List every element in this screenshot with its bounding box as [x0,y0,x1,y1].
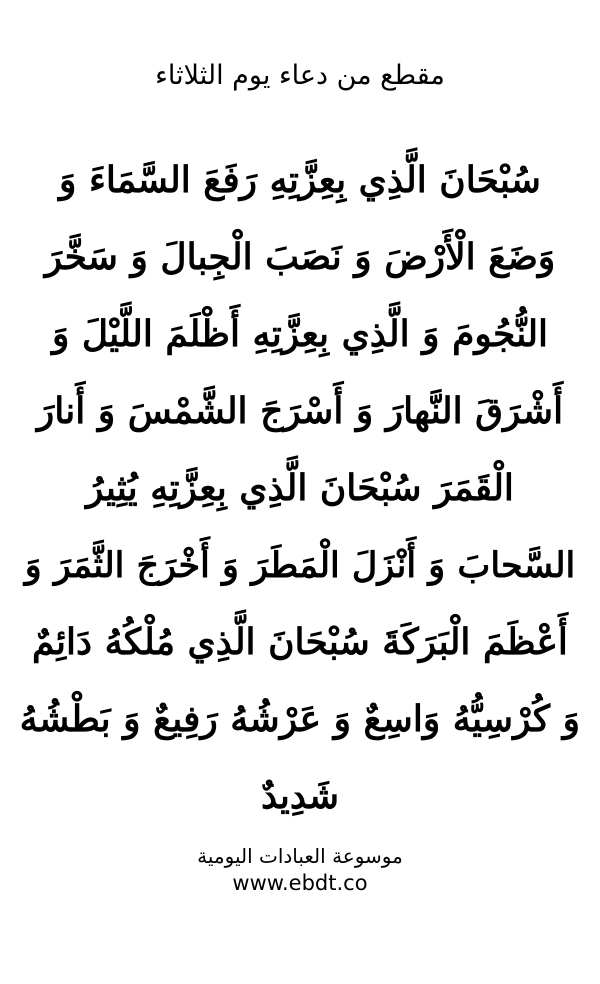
verse-line: الْقَمَرَ سُبْحَانَ الَّذِي بِعِزَّتِهِ يُثِيرُ [86,467,514,509]
source-name: موسوعة العبادات اليومية [197,844,403,868]
verse-line: أَعْظَمَ الْبَرَكَةَ سُبْحَانَ الَّذِي مُلْكُهُ دَائِمٌ [32,621,568,663]
supplication-text [20,142,580,835]
footer [0,842,600,896]
verse-line: وَ كُرْسِيُّهُ وَاسِعٌ وَ عَرْشُهُ رَفِيعٌ وَ بَطْشُهُ [20,698,580,740]
verse-line: سُبْحَانَ الَّذِي بِعِزَّتِهِ رَفَعَ السَّمَاءَ وَ [59,159,541,201]
verse-line: السَّحابَ وَ أَنْزَلَ الْمَطَرَ وَ أَخْرَجَ الثَّمَرَ وَ [24,545,576,586]
page-title: مقطع من دعاء يوم الثلاثاء [155,60,445,91]
verse-line: شَدِيدٌ [261,775,339,817]
verse-line: النُّجُومَ وَ الَّذِي بِعِزَّتِهِ أَظْلَمَ اللَّيْلَ وَ [51,313,549,355]
verse-line: أَشْرَقَ النَّهارَ وَ أَسْرَجَ الشَّمْسَ وَ أَنارَ [36,390,564,432]
source-url: www.ebdt.co [232,871,368,895]
verse-line: وَضَعَ الْأَرْضَ وَ نَصَبَ الْجِبالَ وَ سَخَّرَ [44,236,556,278]
